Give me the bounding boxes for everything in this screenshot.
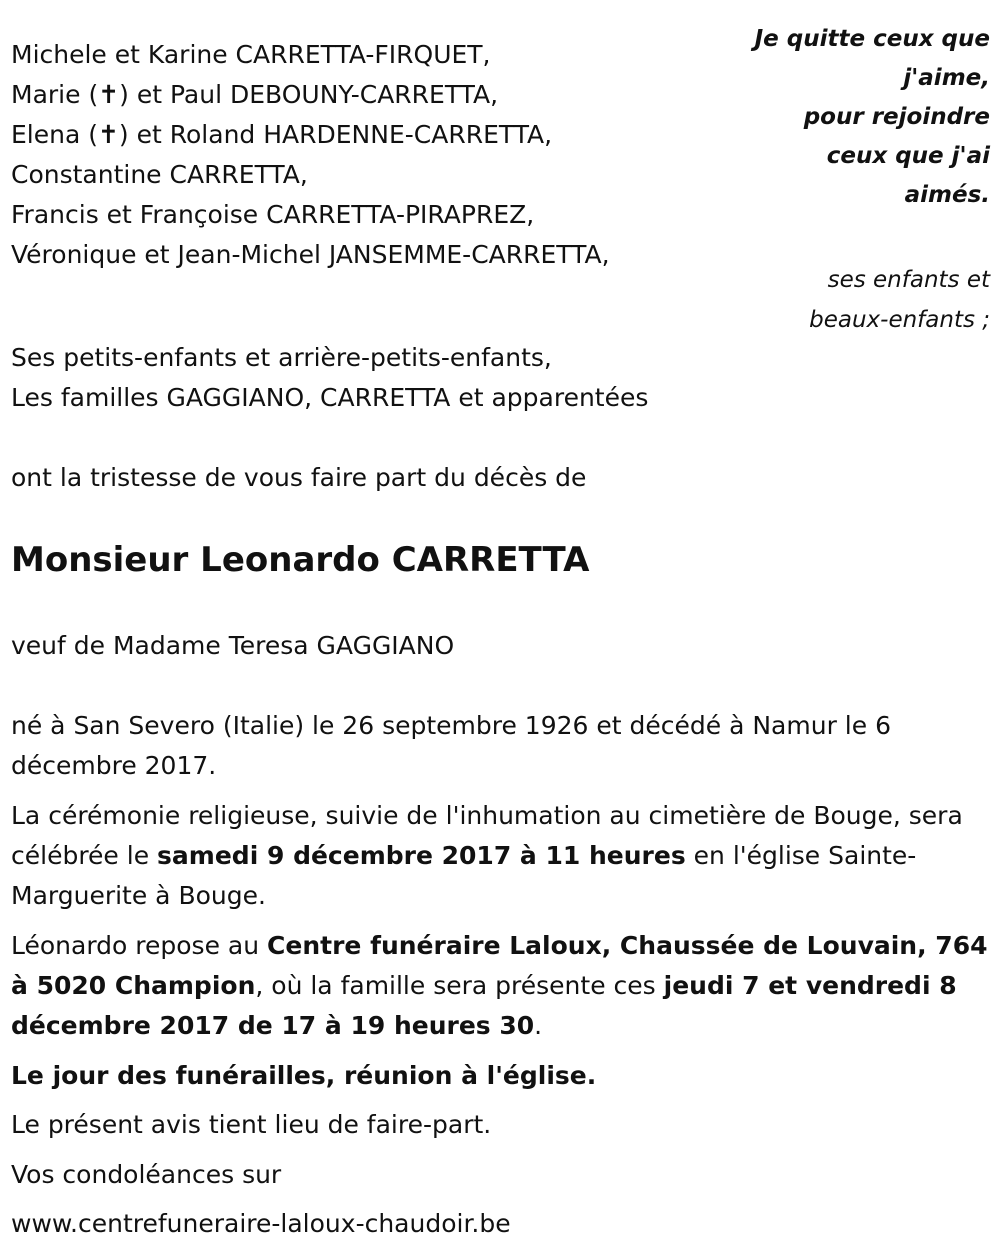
- quote-line: aimés.: [904, 182, 990, 208]
- visiting-hours: jeudi 7 et vendredi 8 décembre 2017 de 17 à 19 heures 30: [11, 971, 957, 1040]
- quote-line: j'aime,: [903, 65, 990, 91]
- quote-line: Je quitte ceux que: [754, 26, 990, 52]
- rest-text: , où la famille sera présente ces: [255, 971, 664, 1000]
- deceased-name: Monsieur Leonardo CARRETTA: [11, 540, 590, 580]
- meeting-line: Le jour des funérailles, réunion à l'église.: [11, 1061, 597, 1090]
- ceremony-text: La cérémonie religieuse, suivie de l'inhumation au cimetière de Bouge, sera célébrée le: [11, 801, 963, 870]
- rest-paragraph: [11, 926, 991, 1046]
- condolences-line: Vos condoléances sur: [11, 1160, 282, 1189]
- quote-line: pour rejoindre: [803, 104, 990, 130]
- ceremony-place: en l'église Sainte-Marguerite à Bouge.: [11, 841, 917, 910]
- announcement: ont la tristesse de vous faire part du décès de: [11, 463, 587, 492]
- children-label-line: beaux-enfants ;: [809, 307, 990, 333]
- ceremony-date: samedi 9 décembre 2017 à 11 heures: [157, 841, 686, 870]
- family-line-5: Francis et Françoise CARRETTA-PIRAPREZ,: [11, 200, 535, 229]
- family-line-6: Véronique et Jean-Michel JANSEMME-CARRETTA,: [11, 240, 610, 269]
- other-families-line: Les familles GAGGIANO, CARRETTA et apparentées: [11, 383, 649, 412]
- quote-line: ceux que j'ai: [826, 143, 990, 169]
- ceremony-paragraph: [11, 796, 991, 916]
- family-line-3: Elena (✝) et Roland HARDENNE-CARRETTA,: [11, 120, 553, 149]
- widower-line: veuf de Madame Teresa GAGGIANO: [11, 631, 455, 660]
- children-label: [730, 260, 990, 340]
- grandchildren-line: Ses petits-enfants et arrière-petits-enfants,: [11, 343, 552, 372]
- website-link[interactable]: www.centrefuneraire-laloux-chaudoir.be: [11, 1209, 511, 1238]
- children-label-line: ses enfants et: [827, 267, 990, 293]
- notice-line: Le présent avis tient lieu de faire-part.: [11, 1110, 492, 1139]
- birth-death-paragraph: né à San Severo (Italie) le 26 septembre 1926 et décédé à Namur le 6 décembre 2017.: [11, 711, 891, 780]
- family-line-2: Marie (✝) et Paul DEBOUNY-CARRETTA,: [11, 80, 499, 109]
- family-line-4: Constantine CARRETTA,: [11, 160, 308, 189]
- funeral-home-address: Centre funéraire Laloux, Chaussée de Louvain, 764 à 5020 Champion: [11, 931, 988, 1000]
- rest-text: .: [534, 1011, 543, 1040]
- epitaph-quote: [730, 20, 990, 215]
- family-line-1: Michele et Karine CARRETTA-FIRQUET,: [11, 40, 491, 69]
- rest-text: Léonardo repose au: [11, 931, 268, 960]
